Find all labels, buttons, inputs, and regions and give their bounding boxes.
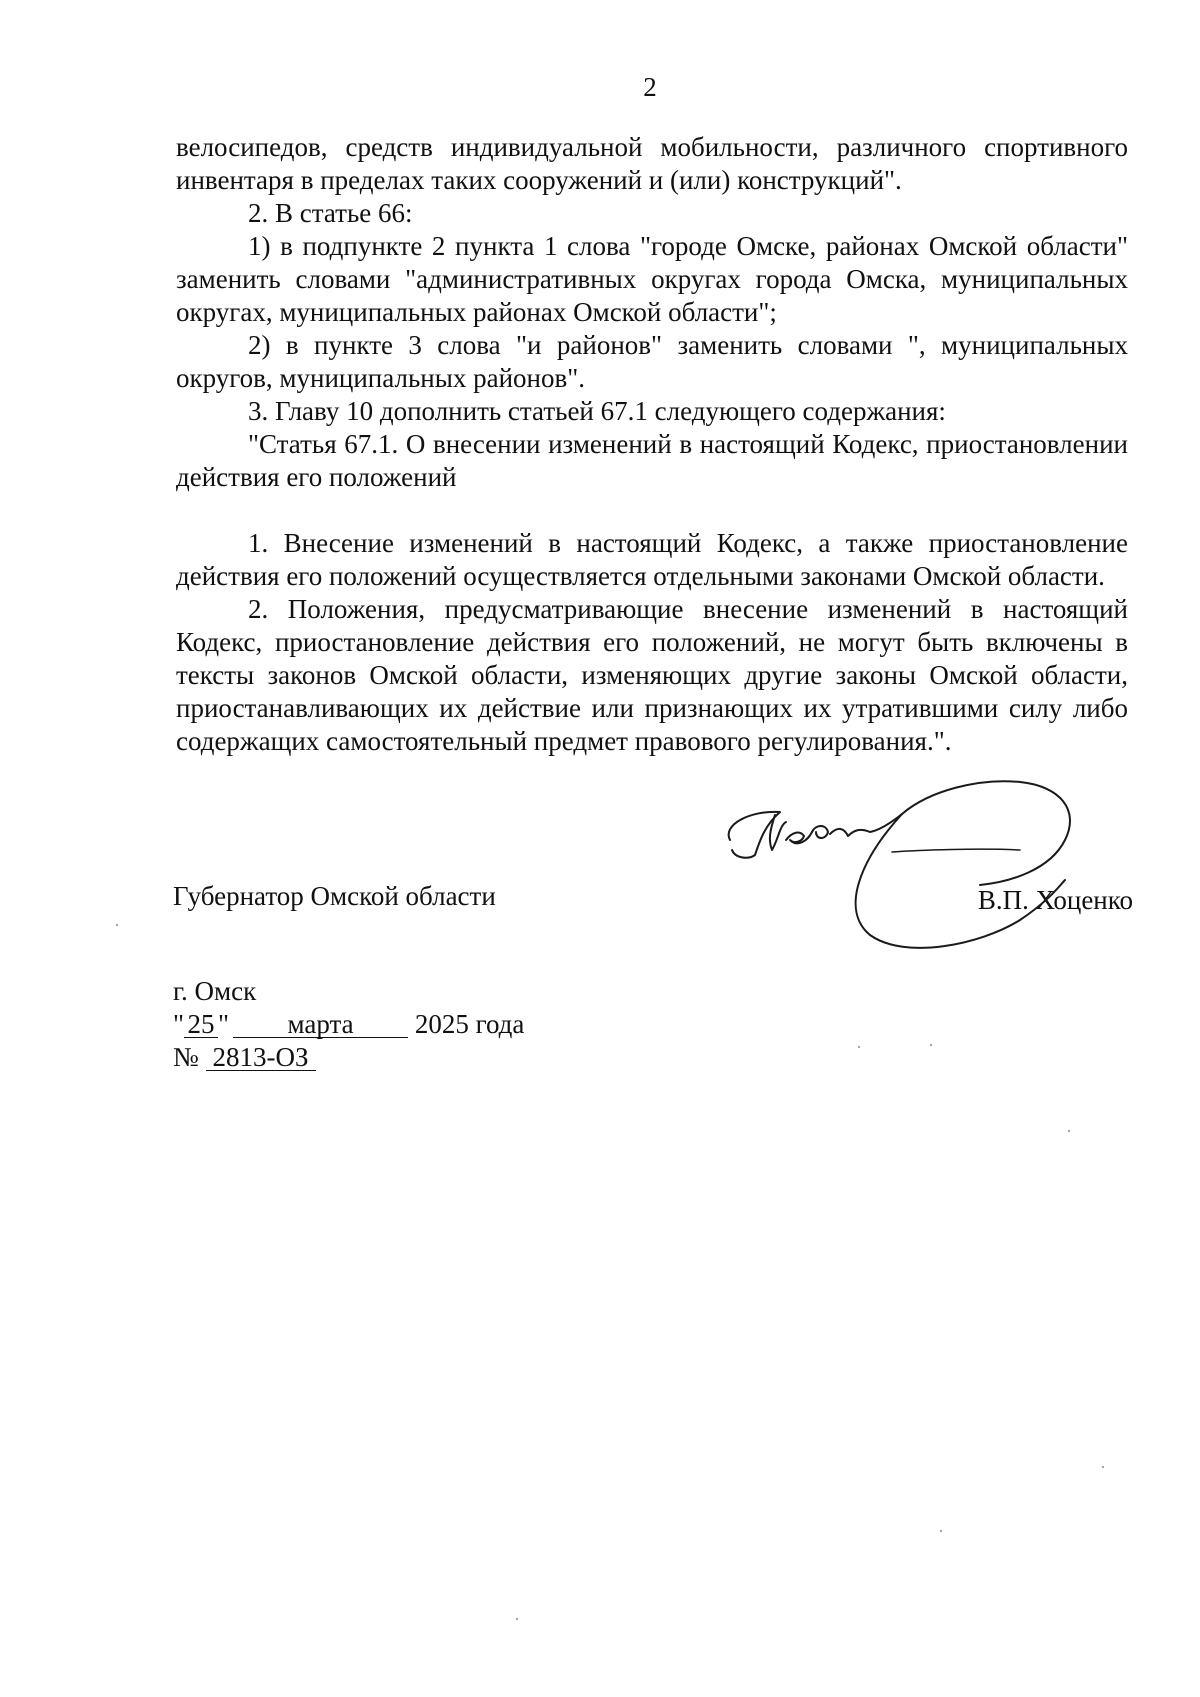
scan-speck <box>858 1046 860 1048</box>
scan-speck <box>940 1530 942 1532</box>
date-day: 25 <box>184 1011 218 1038</box>
governor-title: Губернатор Омской области <box>173 881 496 911</box>
date-line <box>173 1008 524 1041</box>
paragraph-5: 3. Главу 10 дополнить статьей 67.1 следующего содержания: <box>248 396 946 426</box>
scan-speck <box>1102 1466 1104 1468</box>
law-number: 2813-ОЗ <box>206 1044 316 1071</box>
city: г. Омск <box>173 976 257 1006</box>
article-heading: "Статья 67.1. О внесении изменений в настоящий Кодекс, приостановлении действия его положений <box>176 429 1128 492</box>
paragraph-6: 1. Внесение изменений в настоящий Кодекс, а также приостановление действия его положений осуществляется отдельными законами Омской области. <box>176 528 1128 591</box>
paragraph-3: 1) в подпункте 2 пункта 1 слова "городе Омске, районах Омской области" заменить словами "административных округах города Омска, муниципальных округах, муниципальных районах Омской области"; <box>176 231 1128 327</box>
city-line <box>173 975 524 1008</box>
scan-speck <box>116 924 118 926</box>
scan-speck <box>1068 1130 1070 1132</box>
scan-speck <box>516 1618 518 1620</box>
scan-speck <box>930 1044 932 1046</box>
paragraph-4: 2) в пункте 3 слова "и районов" заменить словами ", муниципальных округов, муниципальных районов". <box>176 330 1128 393</box>
number-sign: № <box>173 1042 199 1072</box>
paragraph-7: 2. Положения, предусматривающие внесение изменений в настоящий Кодекс, приостановление действия его положений, не могут быть включены в тексты законов Омской области, изменяющих другие законы Омской области, приостанавливающих их действие или признающих их утратившими силу либо содержащих самостоятельный предмет правового регулирования.". <box>176 594 1128 756</box>
date-year: 2025 года <box>414 1009 525 1039</box>
date-quote-open: " <box>173 1009 185 1039</box>
document-body <box>176 131 1128 758</box>
blank-line <box>176 494 1128 527</box>
date-quote-close: " <box>218 1009 230 1039</box>
paragraph-2: 2. В статье 66: <box>248 198 413 228</box>
handwritten-signature <box>720 770 1140 970</box>
law-number-line <box>173 1041 524 1074</box>
place-date-block <box>173 975 524 1074</box>
governor-name: В.П. Хоценко <box>977 885 1133 915</box>
date-month: марта <box>233 1011 408 1038</box>
page-number: 2 <box>643 72 657 102</box>
paragraph-1: велосипедов, средств индивидуальной мобильности, различного спортивного инвентаря в пределах таких сооружений и (или) конструкций". <box>176 132 1128 195</box>
